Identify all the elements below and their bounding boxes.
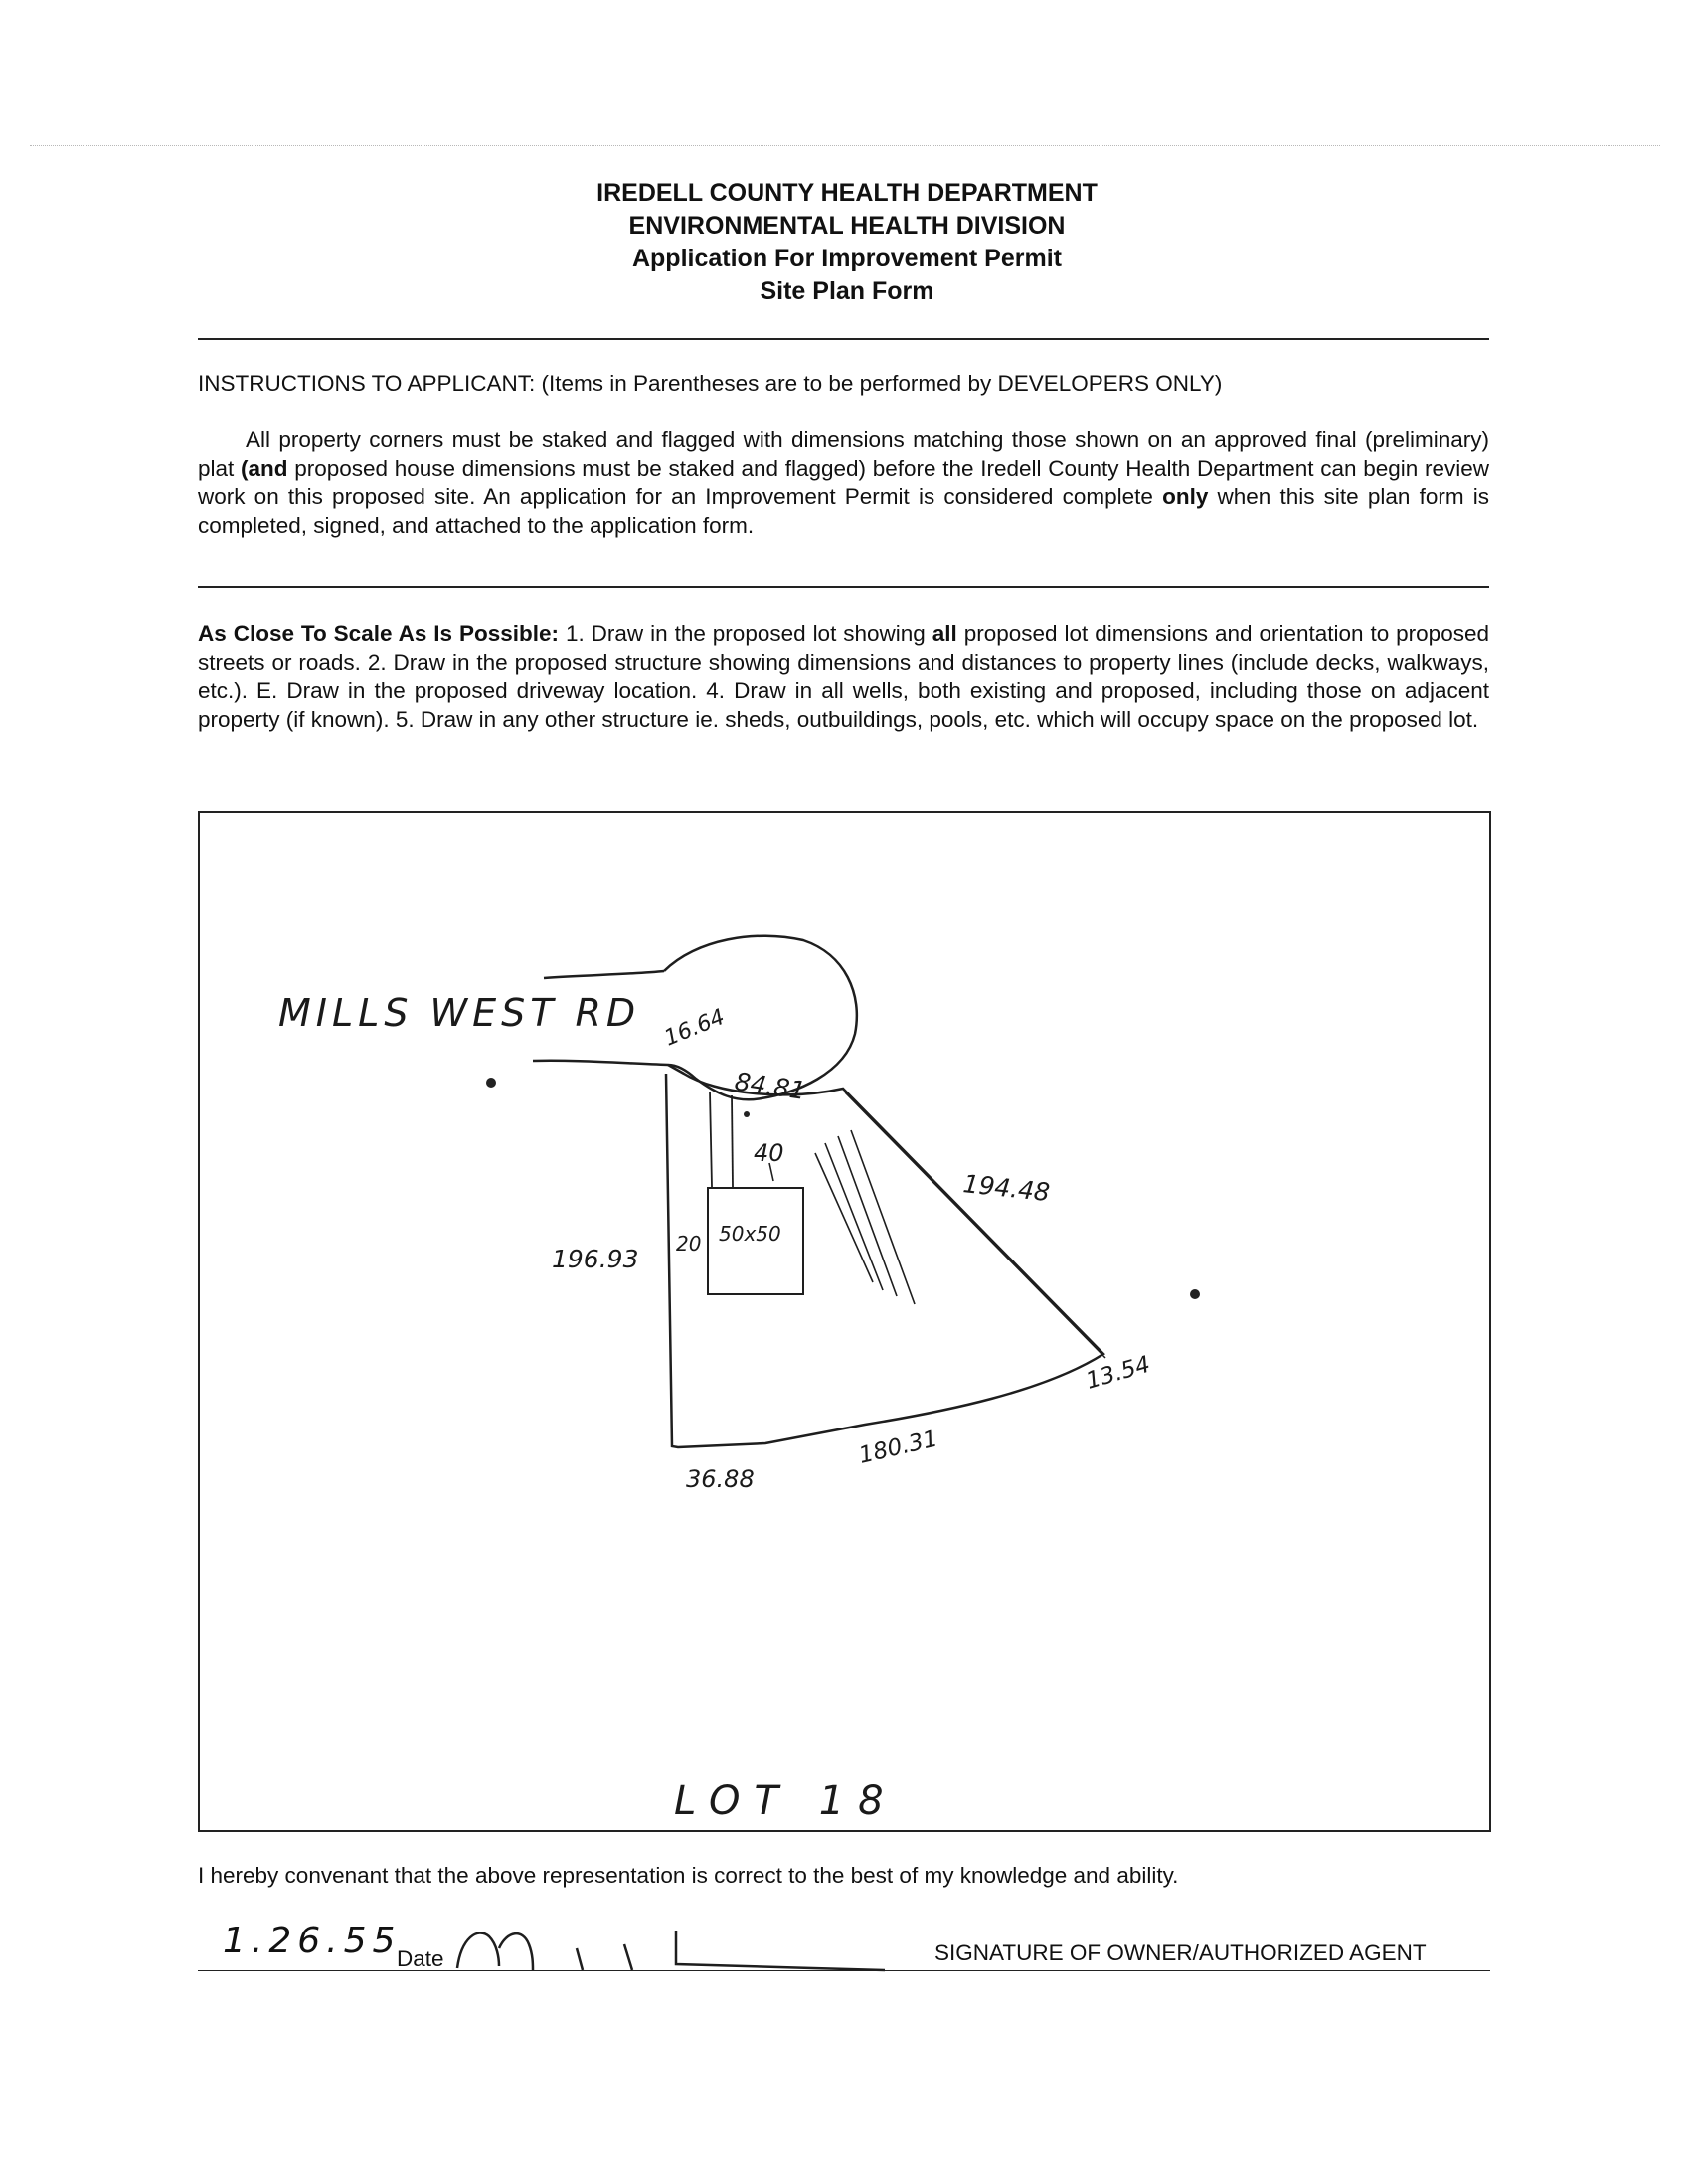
scale-lead: As Close To Scale As Is Possible: (198, 621, 560, 646)
instructions-text-a: All property corners must be staked and flagged with dimensions matching those shown on an approved final (preliminary) plat (198, 427, 1489, 481)
well-marker-left (486, 1078, 496, 1088)
house-side-label: 20 (676, 1232, 702, 1256)
dim-left: 196.93 (552, 1245, 639, 1273)
dim-top-curve: 84.81 (733, 1067, 808, 1105)
hatch-line (825, 1143, 883, 1290)
walk-line-right (732, 1095, 733, 1187)
signature-stroke-tail (676, 1931, 885, 1970)
dim-top-left: 16.64 (660, 1004, 729, 1052)
scale-text-2: proposed lot dimensions and orientation to proposed streets or roads. 2. Draw in the proposed structure showing dimensions and distances to property lines (include decks, walkways, etc.). E. Draw in the proposed driveway location. 4. Draw in all wells, both existing and proposed, including those on adjacent property (if known). 5. Draw in any other structure ie. sheds, outbuildings, pools, etc. which will occupy space on the proposed lot. (198, 621, 1489, 732)
hatch-line (838, 1136, 897, 1296)
handwritten-date: 1.26.55 (223, 1921, 402, 1961)
dim-right: 194.48 (961, 1169, 1052, 1208)
header-division: ENVIRONMENTAL HEALTH DIVISION (628, 212, 1066, 240)
signature-stroke-2 (624, 1944, 632, 1970)
road-lower-line (533, 1061, 668, 1065)
pin-marker (744, 1111, 750, 1117)
header-form-title: Site Plan Form (760, 277, 934, 305)
instructions-only-bold: only (1162, 484, 1209, 509)
covenant-statement: I hereby convenant that the above representation is correct to the best of my knowledge and ability. (198, 1863, 1179, 1888)
signature-stroke-m (457, 1933, 533, 1970)
lot-label: LOT 18 (674, 1778, 898, 1824)
instructions-text-b: proposed house dimensions must be staked and flagged) before the Iredell County Health Department can begin review work on this proposed site. An application for an Improvement Permit is considered complete (198, 455, 1490, 509)
instructions-and-bold: (and (241, 455, 288, 481)
date-label: Date (397, 1946, 444, 1971)
lot-boundary-double (845, 1092, 1105, 1358)
walk-line-left (710, 1092, 712, 1187)
signature-stroke-1 (577, 1948, 583, 1970)
instructions-text-c: when this site plan form is completed, signed, and attached to the application form. (198, 484, 1489, 538)
hatch-line (851, 1130, 915, 1304)
scale-all-bold: all (932, 621, 957, 646)
dim-bottom: 180.31 (856, 1426, 940, 1469)
dim-setback: 40 (754, 1139, 784, 1167)
signature-drawing (437, 1909, 895, 1978)
signature-label: SIGNATURE OF OWNER/AUTHORIZED AGENT (934, 1940, 1427, 1965)
dim-corner: 13.54 (1083, 1351, 1153, 1395)
road-label: MILLS WEST RD (278, 991, 641, 1035)
hatch-line (815, 1153, 873, 1282)
well-marker-right (1190, 1289, 1200, 1299)
header-application: Application For Improvement Permit (631, 245, 1062, 272)
house-size-label: 50x50 (719, 1222, 781, 1246)
header-department: IREDELL COUNTY HEALTH DEPARTMENT (596, 179, 1098, 207)
dim-bottom-left: 36.88 (686, 1465, 755, 1493)
instructions-heading: INSTRUCTIONS TO APPLICANT: (Items in Parentheses are to be performed by DEVELOPERS ONLY) (198, 371, 1223, 396)
road-upper-line (544, 971, 664, 978)
scale-text-1: 1. Draw in the proposed lot showing (559, 621, 932, 646)
